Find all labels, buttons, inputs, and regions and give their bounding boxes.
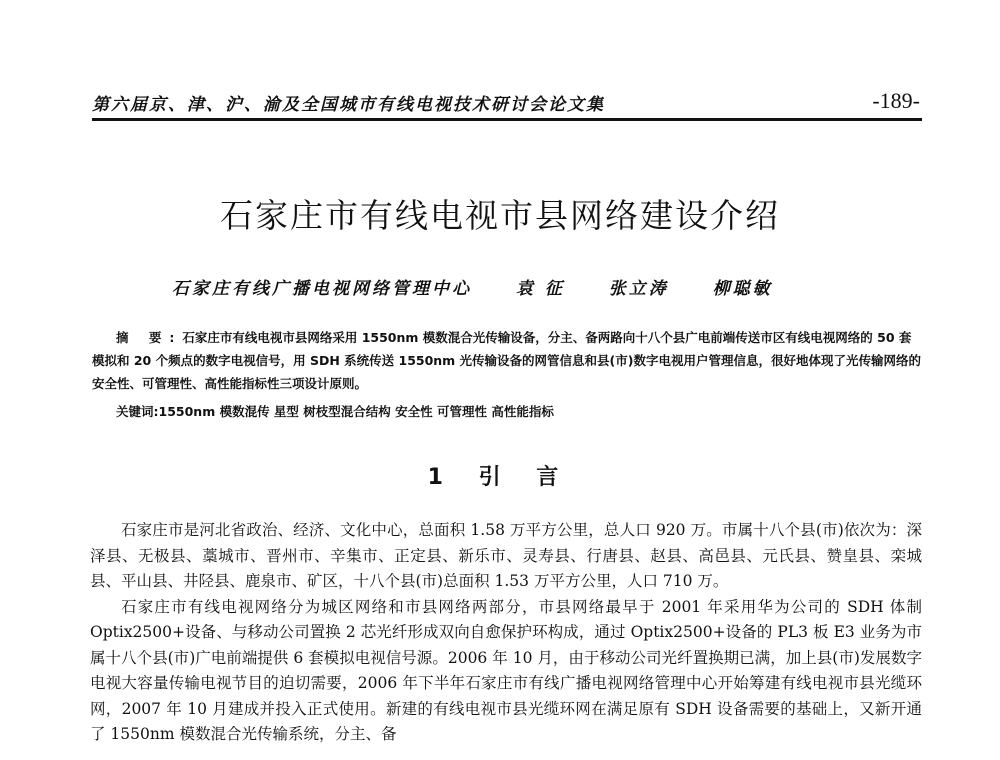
body-paragraph: 石家庄市是河北省政治、经济、文化中心，总面积 1.58 万平方公里，总人口 920 万。市属十八个县(市)依次为：深泽县、无极县、藁城市、晋州市、辛集市、正定县、新乐市、灵寿县、行唐县、赵县、高邑县、元氏县、赞皇县、栾城县、平山县、井陉县、鹿泉市、矿区，十八个县(市)总面积 1.53 万平方公里，人口 710 万。: [90, 521, 922, 590]
page-number: -189-: [872, 88, 920, 113]
author-name: 柳聪敏: [712, 279, 773, 299]
keywords-text: 1550nm 模数混传 星型 树枝型混合结构 安全性 可管理性 高性能指标: [158, 404, 554, 419]
author-name: 张立涛: [608, 279, 669, 299]
author-line: [172, 274, 872, 299]
abstract: [92, 326, 922, 395]
abstract-text: 石家庄市有线电视市县网络采用 1550nm 模数混合光传输设备，分主、备两路向十八个县广电前端传送市区有线电视网络的 50 套模拟和 20 个频点的数字电视信号，用 SDH 系统传送 1550nm 光传输设备的网管信息和县(市)数字电视用户管理信息，很好地体现了光传输网络的安全性、可管理性、高性能指标性三项设计原则。: [92, 330, 921, 391]
header-rule: [92, 118, 922, 121]
keywords: [116, 402, 916, 420]
paper-title: 石家庄市有线电视市县网络建设介绍: [220, 196, 780, 235]
affiliation: 石家庄有线广播电视网络管理中心: [172, 279, 472, 299]
body-paragraph: 石家庄市有线电视网络分为城区网络和市县网络两部分，市县网络最早于 2001 年采用华为公司的 SDH 体制 Optix2500+设备、与移动公司置换 2 芯光纤形成双向自愈保护环构成，通过 Optix2500+设备的 PL3 板 E3 业务为市属十八个县(市)广电前端提供 6 套模拟电视信号源。2006 年 10 月，由于移动公司光纤置换期已满，加上县(市)发展数字电视大容量传输电视节目的迫切需要，2006 年下半年石家庄市有线广播电视网络管理中心开始筹建有线电视市县光缆环网，2007 年 10 月建成并投入正式使用。新建的有线电视市县光缆环网在满足原有 SDH 设备需要的基础上，又新开通了 1550nm 模数混合光传输系统，分主、备: [90, 597, 922, 743]
author-name: 袁 征: [515, 279, 565, 299]
section-heading: 1 引 言: [427, 465, 573, 490]
body-text: [90, 518, 922, 748]
keywords-label: 关键词:: [116, 404, 159, 419]
journal-title: 第六届京、津、沪、渝及全国城市有线电视技术研讨会论文集: [92, 95, 605, 115]
running-header: [92, 88, 920, 118]
abstract-label: 摘 要:: [116, 330, 183, 345]
